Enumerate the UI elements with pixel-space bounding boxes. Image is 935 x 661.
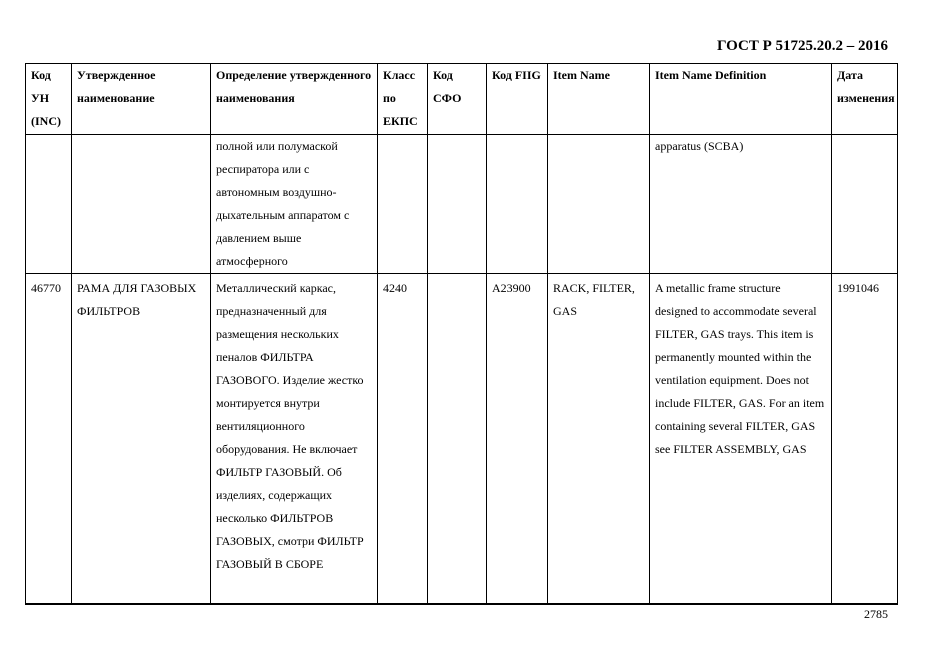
col-header-class: Класс по ЕКПС — [378, 64, 428, 135]
cell-item-name — [548, 135, 650, 274]
table-header-row — [26, 64, 898, 135]
page-number: 2785 — [864, 607, 888, 621]
cell-sfo — [428, 135, 487, 274]
table-row — [26, 135, 898, 274]
col-header-change-date: Дата изменения — [832, 64, 898, 135]
catalog-table — [25, 63, 898, 605]
cell-definition: Металлический каркас, предназначенный для размещения нескольких пеналов ФИЛЬТРА ГАЗОВОГО. Изделие жестко монтируется внутри вентиляционного оборудования. Не включает ФИЛЬТР ГАЗОВЫЙ. Об изделиях, содержащих несколько ФИЛЬТРОВ ГАЗОВЫХ, смотри ФИЛЬТР ГАЗОВЫЙ В СБОРЕ — [211, 274, 378, 605]
col-header-definition: Определение утвержденного наименования — [211, 64, 378, 135]
cell-sfo — [428, 274, 487, 605]
cell-definition: полной или полумаской респиратора или с автономным воздушно-дыхательным аппаратом с давлением выше атмосферного — [211, 135, 378, 274]
cell-item-name: RACK, FILTER, GAS — [548, 274, 650, 605]
document-standard-header: ГОСТ Р 51725.20.2 – 2016 — [716, 38, 888, 54]
col-header-approved-name: Утвержденное наименование — [72, 64, 211, 135]
table-row — [26, 274, 898, 605]
cell-class — [378, 135, 428, 274]
cell-approved-name: РАМА ДЛЯ ГАЗОВЫХ ФИЛЬТРОВ — [72, 274, 211, 605]
col-header-fiig: Код FIIG — [487, 64, 548, 135]
col-header-sfo: Код СФО — [428, 64, 487, 135]
cell-inc — [26, 135, 72, 274]
col-header-item-definition: Item Name Definition — [650, 64, 832, 135]
cell-item-definition: A metallic frame structure designed to accommodate several FILTER, GAS trays. This item is permanently mounted within the ventilation equipment. Does not include FILTER, GAS. For an item containing several FILTER, GAS see FILTER ASSEMBLY, GAS — [650, 274, 832, 605]
cell-item-definition: apparatus (SCBA) — [650, 135, 832, 274]
cell-approved-name — [72, 135, 211, 274]
col-header-inc: Код УН (INC) — [26, 64, 72, 135]
cell-inc: 46770 — [26, 274, 72, 605]
cell-class: 4240 — [378, 274, 428, 605]
cell-fiig: A23900 — [487, 274, 548, 605]
cell-fiig — [487, 135, 548, 274]
col-header-item-name: Item Name — [548, 64, 650, 135]
cell-change-date — [832, 135, 898, 274]
cell-change-date: 1991046 — [832, 274, 898, 605]
